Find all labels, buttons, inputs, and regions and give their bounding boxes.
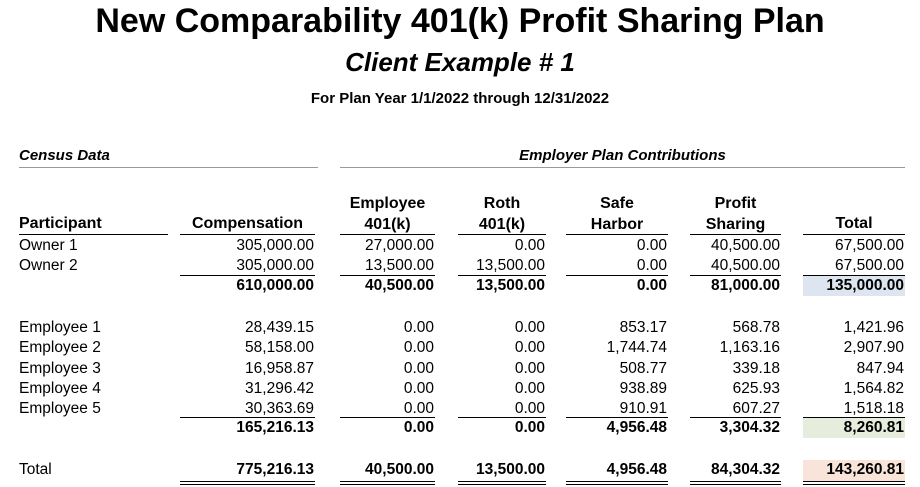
header-roth-401k: Roth 401(k) xyxy=(478,195,526,233)
owner-row-2-roth-401k: 13,500.00 xyxy=(476,257,545,274)
employee-row-1-label: Employee 1 xyxy=(19,319,101,336)
employee-row-1-profit-sharing: 568.78 xyxy=(732,319,780,336)
employee-row-5-compensation: 30,363.69 xyxy=(245,400,314,418)
employees-subtotal-rule-roth-401k xyxy=(458,417,546,418)
header-underline-participant xyxy=(19,234,168,235)
employee-row-1-roth-401k: 0.00 xyxy=(514,319,545,336)
header-underline-profit-sharing xyxy=(690,234,781,235)
employee-row-5-employee-401k: 0.00 xyxy=(403,400,434,418)
header-underline-total xyxy=(803,234,905,235)
employee-row-3-label: Employee 3 xyxy=(19,359,101,377)
owners-subtotal-safe-harbor: 0.00 xyxy=(636,277,667,294)
employee-row-4-safe-harbor: 938.89 xyxy=(619,379,667,397)
owners-subtotal-employee-401k: 40,500.00 xyxy=(365,277,434,294)
owner-row-1-total: 67,500.00 xyxy=(835,237,904,254)
owner-row-2-safe-harbor: 0.00 xyxy=(636,257,667,274)
employee-row-2-employee-401k: 0.00 xyxy=(403,339,434,357)
employees-subtotal-rule-profit-sharing xyxy=(690,417,781,418)
owners-subtotal-total: 135,000.00 xyxy=(826,277,904,294)
employee-row-1-compensation: 28,439.15 xyxy=(245,319,314,336)
header-employee-401k: Employee 401(k) xyxy=(349,195,426,233)
grand-total-total: 143,260.81 xyxy=(826,461,904,478)
census-section-rule xyxy=(19,167,318,168)
header-underline-compensation xyxy=(180,234,315,235)
owners-subtotal-rule-safe-harbor xyxy=(566,275,668,276)
grand-total-employee-401k: 40,500.00 xyxy=(365,461,434,478)
employee-row-1-total: 1,421.96 xyxy=(843,319,904,336)
owner-row-2-compensation: 305,000.00 xyxy=(236,257,314,274)
employee-row-2-compensation: 58,158.00 xyxy=(245,339,314,357)
employee-row-5-safe-harbor: 910.91 xyxy=(619,400,667,418)
employees-subtotal-rule-employee-401k xyxy=(340,417,435,418)
employee-row-4-roth-401k: 0.00 xyxy=(514,379,545,397)
report-title: New Comparability 401(k) Profit Sharing Plan xyxy=(95,2,825,40)
employees-subtotal-rule-total xyxy=(803,417,905,418)
report-subtitle: Client Example # 1 xyxy=(345,47,575,77)
header-profit-sharing: Profit Sharing xyxy=(705,195,766,233)
owners-subtotal-compensation: 610,000.00 xyxy=(236,277,314,294)
employee-row-4-profit-sharing: 625.93 xyxy=(732,379,780,397)
owners-subtotal-rule-compensation xyxy=(180,275,315,276)
owners-subtotal-roth-401k: 13,500.00 xyxy=(476,277,545,294)
employee-row-1-employee-401k: 0.00 xyxy=(403,319,434,336)
owner-row-1-label: Owner 1 xyxy=(19,237,78,254)
employee-row-2-roth-401k: 0.00 xyxy=(514,339,545,357)
grand-total-double-rule-total xyxy=(803,481,905,485)
grand-total-double-rule-roth-401k xyxy=(458,481,546,485)
owner-row-2-total: 67,500.00 xyxy=(835,257,904,274)
header-compensation: Compensation xyxy=(191,215,304,232)
employees-subtotal-rule-safe-harbor xyxy=(566,417,668,418)
grand-total-double-rule-compensation xyxy=(180,481,315,485)
employees-subtotal-employee-401k: 0.00 xyxy=(403,419,434,436)
grand-total-roth-401k: 13,500.00 xyxy=(476,461,545,478)
owner-row-1-employee-401k: 27,000.00 xyxy=(365,237,434,254)
owner-row-2-employee-401k: 13,500.00 xyxy=(365,257,434,274)
employee-row-2-total: 2,907.90 xyxy=(843,339,904,357)
grand-total-double-rule-employee-401k xyxy=(340,481,435,485)
employee-row-1-safe-harbor: 853.17 xyxy=(619,319,667,336)
grand-total-safe-harbor: 4,956.48 xyxy=(606,461,667,478)
grand-total-profit-sharing: 84,304.32 xyxy=(711,461,780,478)
grand-total-compensation: 775,216.13 xyxy=(236,461,314,478)
employee-row-4-employee-401k: 0.00 xyxy=(403,379,434,397)
header-underline-employee-401k xyxy=(340,234,435,235)
employees-subtotal-roth-401k: 0.00 xyxy=(514,419,545,436)
header-safe-harbor: Safe Harbor xyxy=(590,195,644,233)
owners-subtotal-rule-total xyxy=(803,275,905,276)
header-underline-safe-harbor xyxy=(566,234,668,235)
employee-row-3-compensation: 16,958.87 xyxy=(245,359,314,377)
employee-row-5-label: Employee 5 xyxy=(19,400,101,418)
employees-subtotal-total: 8,260.81 xyxy=(843,419,904,436)
employees-subtotal-compensation: 165,216.13 xyxy=(236,419,314,436)
employee-row-5-roth-401k: 0.00 xyxy=(514,400,545,418)
grand-total-label: Total xyxy=(19,461,52,478)
employee-row-3-roth-401k: 0.00 xyxy=(514,359,545,377)
employees-subtotal-safe-harbor: 4,956.48 xyxy=(606,419,667,436)
employee-row-4-compensation: 31,296.42 xyxy=(245,379,314,397)
header-participant: Participant xyxy=(19,215,102,232)
plan-period: For Plan Year 1/1/2022 through 12/31/2022 xyxy=(310,90,610,107)
employee-row-5-profit-sharing: 607.27 xyxy=(732,400,780,418)
header-total: Total xyxy=(835,215,873,232)
contributions-section-rule xyxy=(340,167,905,168)
employee-row-3-safe-harbor: 508.77 xyxy=(619,359,667,377)
owner-row-1-profit-sharing: 40,500.00 xyxy=(711,237,780,254)
employee-row-3-profit-sharing: 339.18 xyxy=(732,359,780,377)
employee-row-2-safe-harbor: 1,744.74 xyxy=(606,339,667,357)
owners-subtotal-rule-profit-sharing xyxy=(690,275,781,276)
employee-row-5-total: 1,518.18 xyxy=(843,400,904,418)
owners-subtotal-rule-employee-401k xyxy=(340,275,435,276)
employee-row-3-employee-401k: 0.00 xyxy=(403,359,434,377)
owner-row-2-label: Owner 2 xyxy=(19,257,78,274)
owner-row-1-compensation: 305,000.00 xyxy=(236,237,314,254)
employee-row-2-label: Employee 2 xyxy=(19,339,101,357)
employee-row-3-total: 847.94 xyxy=(856,359,904,377)
owners-subtotal-profit-sharing: 81,000.00 xyxy=(711,277,780,294)
header-underline-roth-401k xyxy=(458,234,546,235)
grand-total-double-rule-safe-harbor xyxy=(566,481,668,485)
employee-row-2-profit-sharing: 1,163.16 xyxy=(719,339,780,357)
section-census-data: Census Data xyxy=(19,147,110,164)
owners-subtotal-rule-roth-401k xyxy=(458,275,546,276)
grand-total-double-rule-profit-sharing xyxy=(690,481,781,485)
section-employer-contributions: Employer Plan Contributions xyxy=(519,147,726,164)
owner-row-1-roth-401k: 0.00 xyxy=(514,237,545,254)
employees-subtotal-rule-compensation xyxy=(180,417,315,418)
employees-subtotal-profit-sharing: 3,304.32 xyxy=(719,419,780,436)
owner-row-2-profit-sharing: 40,500.00 xyxy=(711,257,780,274)
employee-row-4-label: Employee 4 xyxy=(19,379,101,397)
employee-row-4-total: 1,564.82 xyxy=(843,379,904,397)
owner-row-1-safe-harbor: 0.00 xyxy=(636,237,667,254)
